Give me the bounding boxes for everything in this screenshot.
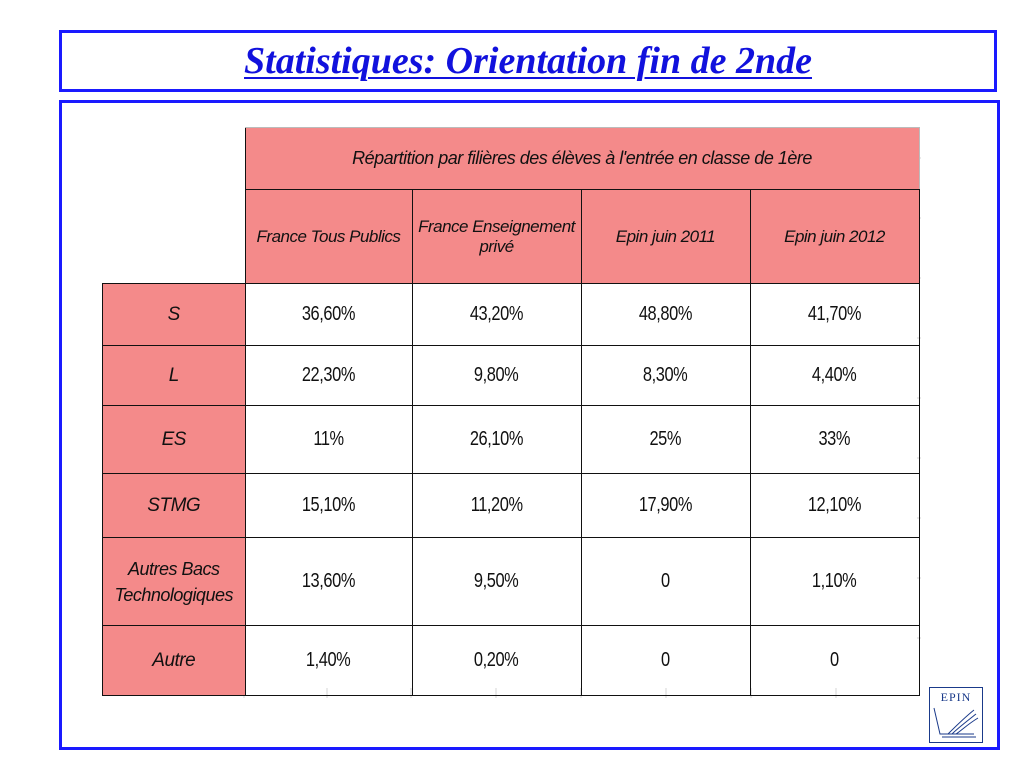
table-cell: 0 [581, 626, 750, 696]
table-cell: 22,30% [245, 346, 412, 406]
table-cell: 4,40% [750, 346, 919, 406]
column-header: France Tous Publics [245, 190, 412, 284]
logo-text: EPIN [940, 690, 972, 704]
table-cell: 0,20% [412, 626, 581, 696]
table-cell: 1,10% [750, 538, 919, 626]
table-cell: 11,20% [412, 474, 581, 538]
table-cell: 43,20% [412, 284, 581, 346]
table-row [103, 474, 920, 538]
table-cell: 12,10% [750, 474, 919, 538]
empty-corner [103, 190, 246, 284]
table-row [103, 538, 920, 626]
table-row [103, 346, 920, 406]
table-cell: 36,60% [245, 284, 412, 346]
table-cell: 25% [581, 406, 750, 474]
table-cell: 15,10% [245, 474, 412, 538]
row-header: Autre [103, 626, 246, 696]
column-header: France Enseignement privé [412, 190, 581, 284]
table-cell: 41,70% [750, 284, 919, 346]
table-cell: 9,50% [412, 538, 581, 626]
table-row [103, 406, 920, 474]
book-icon [930, 704, 982, 744]
table-cell: 1,40% [245, 626, 412, 696]
table-cell: 33% [750, 406, 919, 474]
table-cell: 13,60% [245, 538, 412, 626]
table-cell: 17,90% [581, 474, 750, 538]
empty-corner [103, 128, 246, 190]
row-header: STMG [103, 474, 246, 538]
table-cell: 0 [750, 626, 919, 696]
row-header: ES [103, 406, 246, 474]
table-cell: 11% [245, 406, 412, 474]
page-title: Statistiques: Orientation fin de 2nde [244, 40, 812, 82]
table-row [103, 626, 920, 696]
column-header: Epin juin 2012 [750, 190, 919, 284]
row-header: L [103, 346, 246, 406]
row-header: S [103, 284, 246, 346]
group-header: Répartition par filières des élèves à l'entrée en classe de 1ère [245, 128, 919, 190]
epin-logo [929, 687, 983, 743]
table-cell: 9,80% [412, 346, 581, 406]
column-header: Epin juin 2011 [581, 190, 750, 284]
table-cell: 0 [581, 538, 750, 626]
title-frame [59, 30, 997, 92]
table-cell: 48,80% [581, 284, 750, 346]
table-row [103, 284, 920, 346]
row-header: Autres Bacs Technologiques [103, 538, 246, 626]
table-cell: 8,30% [581, 346, 750, 406]
orientation-table [102, 127, 920, 696]
table-cell: 26,10% [412, 406, 581, 474]
